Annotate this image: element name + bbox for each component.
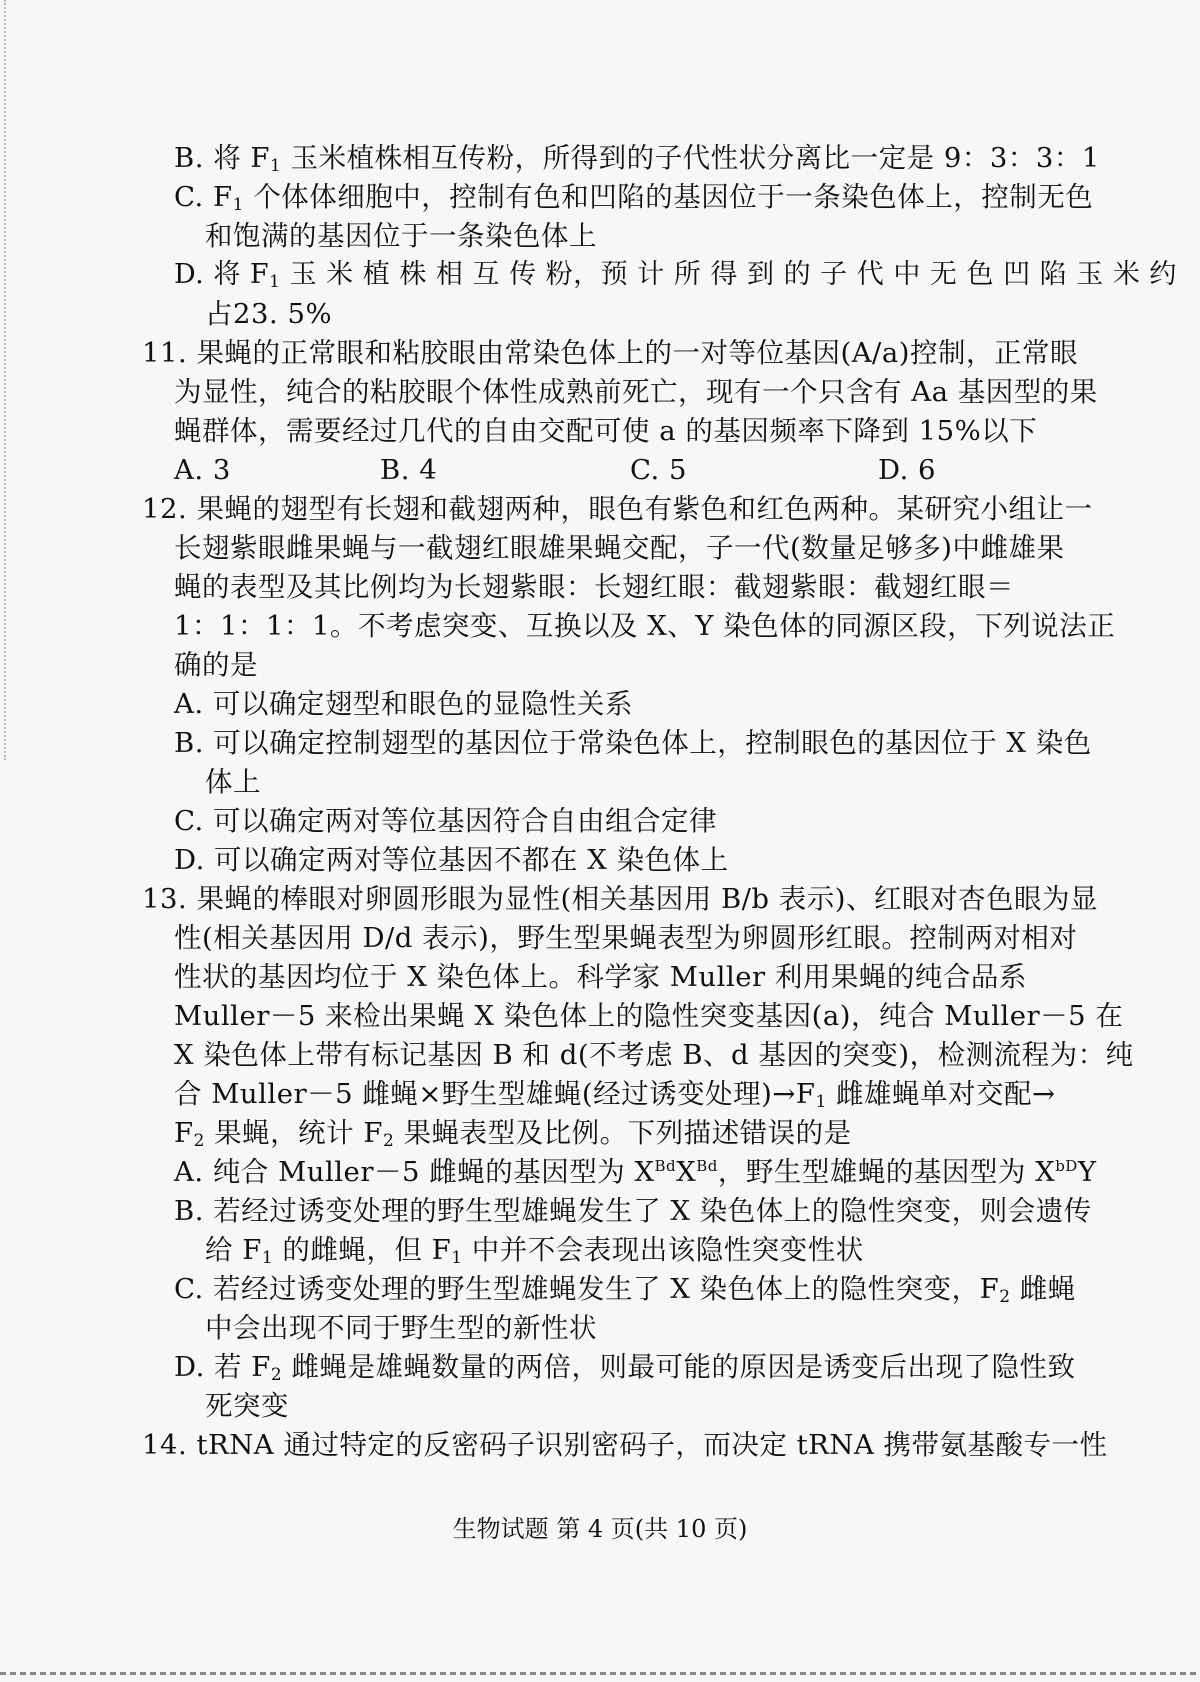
q12-stem-line1: 12. 果蝇的翅型有长翅和截翅两种，眼色有紫色和红色两种。某研究小组让一 (142, 493, 1093, 525)
q11-option-b: B. 4 (380, 454, 438, 486)
page-footer: 生物试题 第 4 页(共 10 页) (452, 1515, 748, 1543)
q12-option-c: C. 可以确定两对等位基因符合自由组合定律 (174, 805, 718, 837)
text: 玉米植株相互传粉，所得到的子代性状分离比一定是 9：3：3：1 (281, 142, 1100, 174)
q11-option-d: D. 6 (878, 454, 937, 486)
q10-option-d-line2: 占23. 5% (205, 298, 333, 330)
q10-option-c-line2: 和饱满的基因位于一条染色体上 (205, 220, 597, 252)
subscript: 1 (261, 1248, 274, 1268)
subscript: 1 (270, 156, 282, 176)
q12-option-a: A. 可以确定翅型和眼色的显隐性关系 (174, 688, 633, 720)
text: C. 若经过诱变处理的野生型雄蝇发生了 X 染色体上的隐性突变，F (174, 1273, 1000, 1305)
q11-option-c: C. 5 (630, 454, 688, 486)
q12-stem-line3: 蝇的表型及其比例均为长翅紫眼：长翅红眼：截翅紫眼：截翅红眼＝ (174, 571, 1014, 603)
q13-stem-line6 (174, 1074, 1056, 1114)
subscript: 2 (193, 1131, 205, 1151)
subscript: 1 (815, 1092, 827, 1112)
q13-option-b-line2 (205, 1230, 864, 1270)
q13-option-d-line2: 死突变 (205, 1390, 289, 1422)
q10-option-c-line1 (174, 177, 1093, 217)
text: A. 纯合 Muller－5 雌蝇的基因型为 X (174, 1156, 655, 1188)
subscript: 1 (269, 272, 281, 292)
text: D. 将 F (174, 259, 270, 290)
text: 中并不会表现出该隐性突变性状 (462, 1234, 864, 1266)
text: D. 若 F (174, 1351, 271, 1383)
superscript: Bd (654, 1157, 677, 1175)
q11-option-a: A. 3 (174, 454, 231, 486)
q11-stem-line1: 11. 果蝇的正常眼和粘胶眼由常染色体上的一对等位基因(A/a)控制，正常眼 (142, 337, 1078, 369)
text: 果蝇表型及比例。下列描述错误的是 (394, 1117, 852, 1149)
q13-option-c-line2: 中会出现不同于野生型的新性状 (205, 1312, 597, 1344)
subscript: 1 (451, 1248, 463, 1268)
q12-option-b-line1: B. 可以确定控制翅型的基因位于常染色体上，控制眼色的基因位于 X 染色 (174, 727, 1092, 759)
q13-option-a (174, 1152, 1096, 1192)
text: C. F (174, 181, 233, 213)
q13-option-b-line1: B. 若经过诱变处理的野生型雄蝇发生了 X 染色体上的隐性突变，则会遗传 (174, 1195, 1092, 1227)
q13-stem-line1: 13. 果蝇的棒眼对卵圆形眼为显性(相关基因用 B/b 表示)、红眼对杏色眼为显 (142, 883, 1098, 915)
binding-margin-dots (4, 0, 8, 760)
text: B. 将 F (174, 142, 271, 174)
q11-stem-line3: 蝇群体，需要经过几代的自由交配可使 a 的基因频率下降到 15%以下 (174, 415, 1038, 447)
q13-stem-line5: X 染色体上带有标记基因 B 和 d(不考虑 B、d 基因的突变)，检测流程为：纯 (174, 1039, 1134, 1071)
q12-stem-line5: 确的是 (174, 649, 258, 681)
text: 雌蝇 (1010, 1273, 1076, 1305)
q13-stem-line3: 性状的基因均位于 X 染色体上。科学家 Muller 利用果蝇的纯合品系 (174, 961, 1027, 993)
text: 雌雄蝇单对交配→ (826, 1078, 1056, 1110)
text: X (676, 1156, 697, 1188)
text: 个体体细胞中，控制有色和凹陷的基因位于一条染色体上，控制无色 (243, 181, 1094, 213)
text: ，野生型雄蝇的基因型为 X (717, 1156, 1056, 1188)
q13-stem-line7 (174, 1113, 852, 1153)
subscript: 2 (383, 1131, 395, 1151)
superscript: Bd (696, 1157, 718, 1175)
text: 果蝇，统计 F (204, 1117, 383, 1149)
q13-stem-line4: Muller－5 来检出果蝇 X 染色体上的隐性突变基因(a)，纯合 Muller－5 在 (174, 1000, 1124, 1032)
superscript: bD (1055, 1157, 1078, 1175)
text: 玉 米 植 株 相 互 传 粉，预 计 所 得 到 的 子 代 中 无 色 凹 陷 玉 米 约 (280, 259, 1177, 290)
q11-stem-line2: 为显性，纯合的粘胶眼个体性成熟前死亡，现有一个只含有 Aa 基因型的果 (174, 376, 1098, 408)
text: 给 F (205, 1234, 262, 1266)
q10-option-d-line1 (174, 255, 1177, 295)
q11-options (174, 450, 936, 490)
q14-stem-line1: 14. tRNA 通过特定的反密码子识别密码子，而决定 tRNA 携带氨基酸专一性 (142, 1429, 1108, 1461)
text: F (174, 1117, 194, 1149)
subscript: 2 (270, 1365, 283, 1385)
q12-stem-line4: 1：1：1：1。不考虑突变、互换以及 X、Y 染色体的同源区段，下列说法正 (174, 610, 1116, 642)
text: Y (1077, 1156, 1097, 1188)
text: 的雌蝇，但 F (273, 1234, 452, 1266)
q13-stem-line2: 性(相关基因用 D/d 表示)，野生型果蝇表型为卵圆形红眼。控制两对相对 (174, 922, 1078, 954)
text: 合 Muller－5 雌蝇×野生型雄蝇(经过诱变处理)→F (174, 1078, 816, 1110)
q10-option-b (174, 138, 1100, 178)
q12-option-b-line2: 体上 (205, 766, 261, 798)
q12-stem-line2: 长翅紫眼雌果蝇与一截翅红眼雄果蝇交配，子一代(数量足够多)中雌雄果 (174, 532, 1065, 564)
bottom-dashed-rule (0, 1672, 1200, 1675)
q12-option-d: D. 可以确定两对等位基因不都在 X 染色体上 (174, 844, 729, 876)
text: 雌蝇是雄蝇数量的两倍，则最可能的原因是诱变后出现了隐性致 (282, 1351, 1076, 1383)
subscript: 1 (232, 195, 244, 215)
subscript: 2 (999, 1287, 1011, 1307)
q13-option-d-line1 (174, 1347, 1075, 1387)
q13-option-c-line1 (174, 1269, 1076, 1309)
